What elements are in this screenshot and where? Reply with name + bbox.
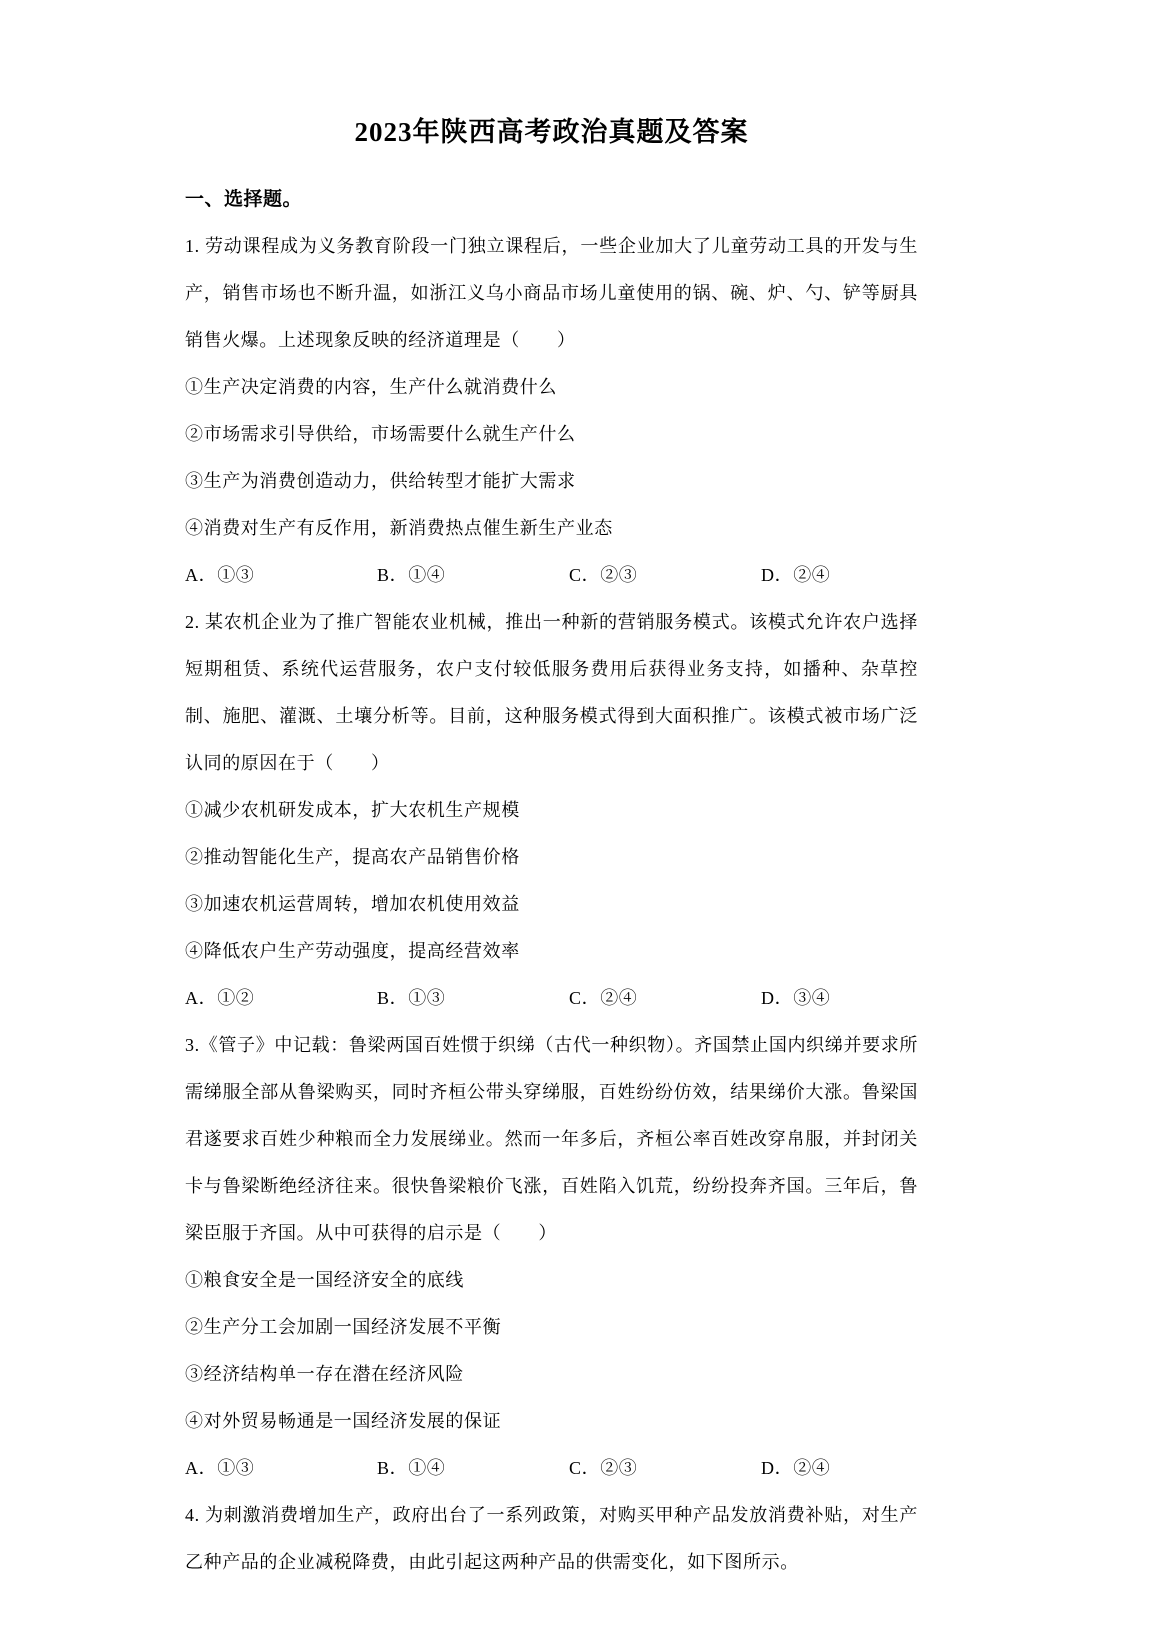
question-1-item-4: ④消费对生产有反作用，新消费热点催生新生产业态 bbox=[185, 518, 613, 538]
question-2-item-3: ③加速农机运营周转，增加农机使用效益 bbox=[185, 894, 520, 914]
question-2-item-4: ④降低农户生产劳动强度，提高经营效率 bbox=[185, 941, 520, 961]
question-2-choice-c: C．②④ bbox=[569, 988, 638, 1008]
question-1-choice-d: D．②④ bbox=[761, 565, 831, 585]
question-2-choice-a: A．①② bbox=[185, 988, 255, 1008]
question-1 bbox=[185, 223, 918, 599]
question-1-choices bbox=[185, 552, 918, 599]
question-1-stem: 1. 劳动课程成为义务教育阶段一门独立课程后，一些企业加大了儿童劳动工具的开发与生产，销售市场也不断升温，如浙江义乌小商品市场儿童使用的锅、碗、炉、勺、铲等厨具销售火爆。上述现象反映的经济道理是（ ） bbox=[185, 236, 918, 350]
question-4 bbox=[185, 1492, 918, 1586]
question-1-item-3: ③生产为消费创造动力，供给转型才能扩大需求 bbox=[185, 471, 576, 491]
question-3 bbox=[185, 1022, 918, 1492]
question-2-item-2: ②推动智能化生产，提高农产品销售价格 bbox=[185, 847, 520, 867]
question-3-choice-a: A．①③ bbox=[185, 1458, 255, 1478]
question-2-item-1: ①减少农机研发成本，扩大农机生产规模 bbox=[185, 800, 520, 820]
question-2-choices bbox=[185, 975, 918, 1022]
question-3-stem: 3.《管子》中记载：鲁梁两国百姓惯于织绨（古代一种织物）。齐国禁止国内织绨并要求所需绨服全部从鲁梁购买，同时齐桓公带头穿绨服，百姓纷纷仿效，结果绨价大涨。鲁梁国君遂要求百姓少种粮而全力发展绨业。然而一年多后，齐桓公率百姓改穿帛服，并封闭关卡与鲁梁断绝经济往来。很快鲁梁粮价飞涨，百姓陷入饥荒，纷纷投奔齐国。三年后，鲁梁臣服于齐国。从中可获得的启示是（ ） bbox=[185, 1035, 918, 1243]
question-1-choice-c: C．②③ bbox=[569, 565, 638, 585]
question-2-choice-b: B．①③ bbox=[377, 988, 446, 1008]
question-3-item-4: ④对外贸易畅通是一国经济发展的保证 bbox=[185, 1411, 502, 1431]
question-3-choice-b: B．①④ bbox=[377, 1458, 446, 1478]
question-3-item-3: ③经济结构单一存在潜在经济风险 bbox=[185, 1364, 464, 1384]
question-2 bbox=[185, 599, 918, 1022]
question-1-item-1: ①生产决定消费的内容，生产什么就消费什么 bbox=[185, 377, 557, 397]
question-3-choice-c: C．②③ bbox=[569, 1458, 638, 1478]
question-3-choices bbox=[185, 1445, 918, 1492]
question-1-choice-a: A．①③ bbox=[185, 565, 255, 585]
question-3-item-1: ①粮食安全是一国经济安全的底线 bbox=[185, 1270, 464, 1290]
doc-title: 2023年陕西高考政治真题及答案 bbox=[354, 117, 749, 147]
question-1-item-2: ②市场需求引导供给，市场需要什么就生产什么 bbox=[185, 424, 576, 444]
question-4-stem: 4. 为刺激消费增加生产，政府出台了一系列政策，对购买甲种产品发放消费补贴，对生产乙种产品的企业减税降费，由此引起这两种产品的供需变化，如下图所示。 bbox=[185, 1505, 918, 1572]
section-heading: 一、选择题。 bbox=[185, 189, 303, 210]
question-3-item-2: ②生产分工会加剧一国经济发展不平衡 bbox=[185, 1317, 502, 1337]
question-2-stem: 2. 某农机企业为了推广智能农业机械，推出一种新的营销服务模式。该模式允许农户选择短期租赁、系统代运营服务，农户支付较低服务费用后获得业务支持，如播种、杂草控制、施肥、灌溉、土壤分析等。目前，这种服务模式得到大面积推广。该模式被市场广泛认同的原因在于（ ） bbox=[185, 612, 918, 773]
question-2-choice-d: D．③④ bbox=[761, 988, 831, 1008]
question-1-choice-b: B．①④ bbox=[377, 565, 446, 585]
question-3-choice-d: D．②④ bbox=[761, 1458, 831, 1478]
